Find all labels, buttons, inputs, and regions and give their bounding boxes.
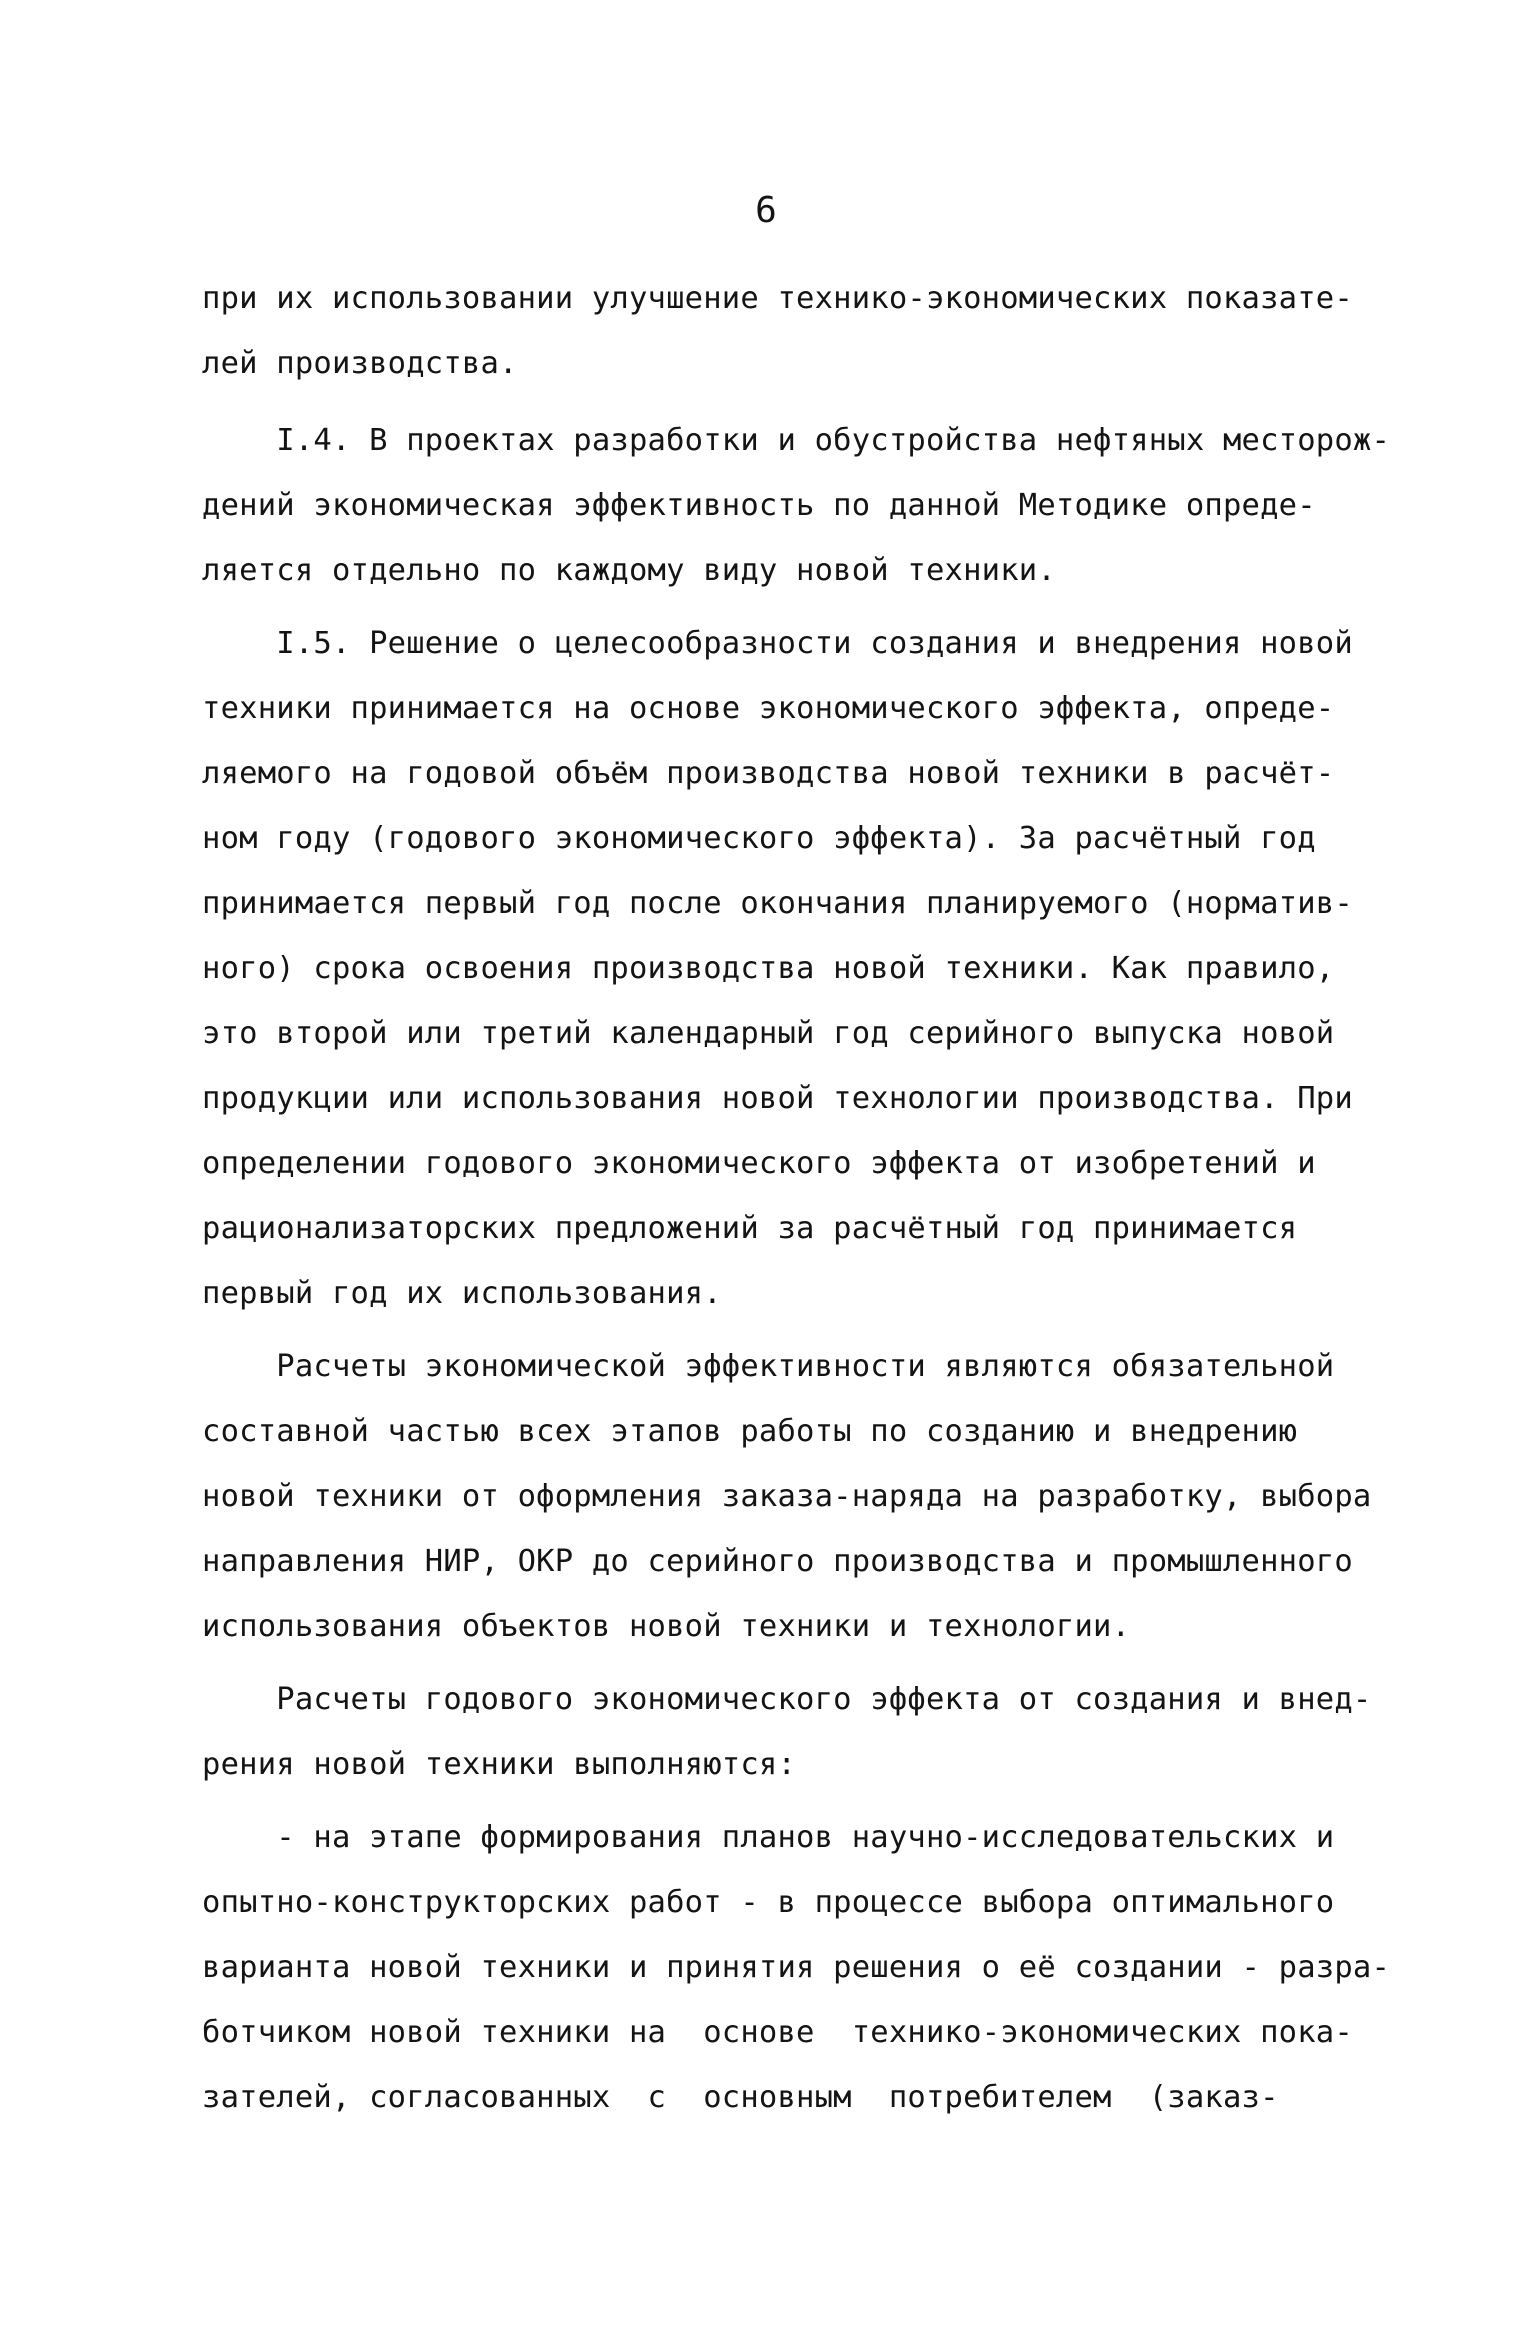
text-line: рения новой техники выполняются: — [202, 1747, 797, 1782]
text-line: принимается первый год после окончания планируемого (норматив- — [202, 886, 1353, 921]
text-line: ного) срока освоения производства новой техники. Как правило, — [202, 951, 1335, 986]
text-line: дений экономическая эффективность по данной Методике опреде- — [202, 488, 1316, 523]
text-line: направления НИР, ОКР до серийного производства и промышленного — [202, 1544, 1353, 1579]
text-line: - на этапе формирования планов научно-исследовательских и — [202, 1820, 1335, 1855]
text-line: I.4. В проектах разработки и обустройства нефтяных месторож- — [202, 423, 1391, 458]
text-line: ботчиком новой техники на основе технико-экономических пока- — [202, 2015, 1353, 2050]
text-line: Расчеты годового экономического эффекта от создания и внед- — [202, 1682, 1372, 1717]
text-line: Расчеты экономической эффективности являются обязательной — [202, 1349, 1335, 1384]
text-line: составной частью всех этапов работы по созданию и внедрению — [202, 1414, 1298, 1449]
text-line: опытно-конструкторских работ - в процессе выбора оптимального — [202, 1885, 1335, 1920]
body-text — [202, 266, 1502, 2130]
text-line: техники принимается на основе экономического эффекта, опреде- — [202, 691, 1335, 726]
text-line: зателей, согласованных с основным потребителем (заказ- — [202, 2080, 1279, 2115]
text-line: варианта новой техники и принятия решения о её создании - разра- — [202, 1950, 1391, 1985]
text-line: рационализаторских предложений за расчётный год принимается — [202, 1211, 1298, 1246]
text-line: первый год их использования. — [202, 1276, 722, 1311]
text-line: определении годового экономического эффекта от изобретений и — [202, 1146, 1316, 1181]
text-line: продукции или использования новой технологии производства. При — [202, 1081, 1353, 1116]
text-line: при их использовании улучшение технико-экономических показате- — [202, 281, 1353, 316]
text-line: ляемого на годовой объём производства новой техники в расчёт- — [202, 756, 1335, 791]
text-line: лей производства. — [202, 346, 518, 381]
page-number: 6 — [755, 190, 778, 231]
text-line: ном году (годового экономического эффекта). За расчётный год — [202, 821, 1316, 856]
text-line: это второй или третий календарный год серийного выпуска новой — [202, 1016, 1335, 1051]
text-line: использования объектов новой техники и технологии. — [202, 1609, 1131, 1644]
text-line: ляется отдельно по каждому виду новой техники. — [202, 553, 1056, 588]
text-line: I.5. Решение о целесообразности создания и внедрения новой — [202, 626, 1353, 661]
text-line: новой техники от оформления заказа-наряда на разработку, выбора — [202, 1479, 1372, 1514]
